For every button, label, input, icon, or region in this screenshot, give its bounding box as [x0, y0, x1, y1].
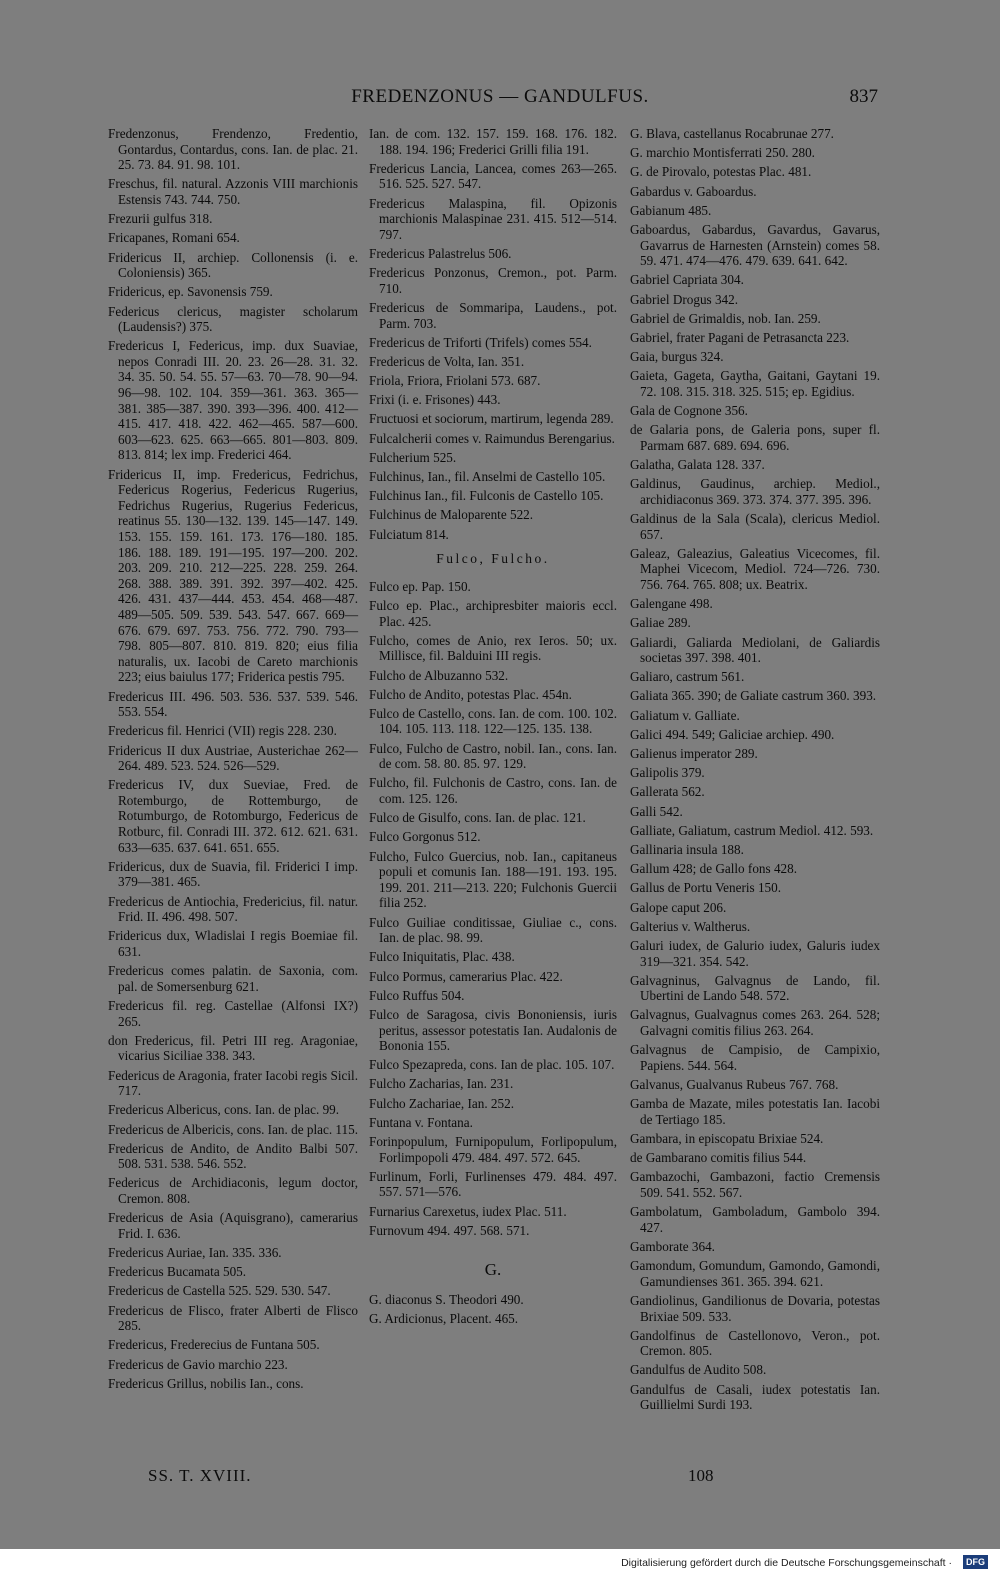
- index-entry: Furlinum, Forli, Furlinenses 479. 484. 497. 557. 571—576.: [369, 1168, 617, 1200]
- index-entry: Gambara, in episcopatu Brixiae 524.: [630, 1131, 824, 1146]
- index-entry: Fulco de Saragosa, civis Bononiensis, iuris peritus, assessor potestatis Ian. Audalonis de Bononia 155.: [369, 1006, 617, 1054]
- index-entry: Federicus clericus, magister scholarum (Laudensis?) 375.: [108, 303, 358, 335]
- index-entry: Fredericus Palastrelus 506.: [369, 245, 512, 261]
- index-entry: Fulco Spezapreda, cons. Ian de plac. 105. 107.: [369, 1057, 615, 1073]
- index-entry: Fredericus Malaspina, fil. Opizonis marchionis Malaspinae 231. 415. 512—514. 797.: [369, 195, 617, 242]
- index-entry: Ian. de com. 132. 157. 159. 168. 176. 182. 188. 194. 196; Frederici Grilli filia 191.: [369, 126, 617, 157]
- index-entry: Fulcho de Albuzanno 532.: [369, 667, 509, 683]
- index-entry: Gabardus v. Gaboardus.: [630, 183, 757, 199]
- index-entry: Fulcho de Andito, potestas Plac. 454n.: [369, 686, 572, 702]
- index-entry: Fulcherium 525.: [369, 449, 457, 465]
- index-entry: Fridericus, ep. Savonensis 759.: [108, 284, 273, 300]
- index-entry: Gaieta, Gageta, Gaytha, Gaitani, Gaytani 19. 72. 108. 315. 318. 325. 515; ep. Egidius.: [630, 368, 880, 399]
- index-entry: Fredericus IV, dux Sueviae, Fred. de Rotemburgo, de Rottemburgo, de Rotumburgo, de Rotomburgo, Federicus de Rotburc, fil. Conradi III. 372. 612. 621. 631. 633—635. 637. 641. 651. 655.: [108, 777, 358, 855]
- index-entry: Galdinus de la Sala (Scala), clericus Mediol. 657.: [630, 510, 880, 542]
- index-entry: Fredericus de Flisco, frater Alberti de Flisco 285.: [108, 1302, 358, 1334]
- index-entry: Fredericus, Frederecius de Funtana 505.: [108, 1337, 320, 1353]
- index-entry: Fridericus II, imp. Fredericus, Fedrichus, Federicus Rogerius, Federicus Rugerius, Fedrichus Rugerius, Rugerius Federicus, reatinus 55. 130—132. 139. 145—147. 149. 153. 155. 159. 161. 173. 176—180. 185. 186. 188. 189. 191—195. 197—200. 202. 203. 209. 210. 212—225. 228. 259. 264. 268. 388. 389. 391. 392. 397—402. 425. 426. 431. 437—444. 453. 454. 468—487. 489—505. 509. 539. 543. 547. 667. 669—676. 679. 697. 753. 756. 772. 790. 793—798. 805—807. 810. 819. 820; eius filia naturalis, ux. Iacobi de Careto marchionis 223; eius baiulus 177; Friderica pestis 795.: [108, 466, 358, 685]
- index-entry: Fulcho, comes de Anio, rex Ieros. 50; ux. Millisce, fil. Balduini III regis.: [369, 632, 617, 664]
- index-entry: Fulcho, Fulco Guercius, nob. Ian., capitaneus populi et comunis Ian. 188—191. 193. 195. 199. 201. 211—213. 220; Fulchonis Guercii filia 252.: [369, 848, 617, 911]
- index-entry: Galienus imperator 289.: [630, 746, 758, 762]
- index-entry: Fredericus Grillus, nobilis Ian., cons.: [108, 1375, 304, 1391]
- index-entry: G. Blava, castellanus Rocabrunae 277.: [630, 126, 834, 141]
- index-entry: Fulcho Zachariae, Ian. 252.: [369, 1095, 515, 1111]
- index-entry: Fulcalcherii comes v. Raimundus Berengarius.: [369, 430, 615, 446]
- index-entry: Galatha, Galata 128. 337.: [630, 457, 765, 472]
- index-entry: Galipolis 379.: [630, 765, 705, 781]
- section-subheading: Fulco, Fulcho.: [436, 551, 550, 567]
- index-entry: Fulco ep. Plac., archipresbiter maioris eccl. Plac. 425.: [369, 597, 617, 629]
- index-entry: Gamborate 364.: [630, 1238, 715, 1254]
- index-entry: Galvagninus, Galvagnus de Lando, fil. Ubertini de Lando 548. 572.: [630, 972, 880, 1004]
- index-entry: Galiardi, Galiarda Mediolani, de Galiardis societas 397. 398. 401.: [630, 634, 880, 666]
- index-entry: Fredericus de Castella 525. 529. 530. 547.: [108, 1283, 331, 1299]
- digitization-credit-bar: [0, 1549, 1000, 1576]
- index-entry: Gambolatum, Gamboladum, Gambolo 394. 427.: [630, 1204, 880, 1235]
- index-entry: Fredericus fil. Henrici (VII) regis 228. 230.: [108, 723, 337, 739]
- index-entry: Federicus de Archidiaconis, legum doctor, Cremon. 808.: [108, 1175, 358, 1207]
- index-entry: Galuri iudex, de Galurio iudex, Galuris iudex 319—321. 354. 542.: [630, 937, 880, 969]
- index-entry: Gabriel Drogus 342.: [630, 291, 739, 307]
- index-entry: Gandulfus de Casali, iudex potestatis Ian. Guillielmi Surdi 193.: [630, 1381, 880, 1413]
- index-entry: Fulco Guiliae conditissae, Giuliae c., cons. Ian. de plac. 98. 99.: [369, 914, 617, 946]
- index-column-right: [630, 126, 880, 1416]
- index-entry: Fredericus de Antiochia, Fredericius, fil. natur. Frid. II. 496. 498. 507.: [108, 893, 358, 925]
- index-entry: Friola, Friora, Friolani 573. 687.: [369, 373, 541, 389]
- index-entry: Gala de Cognone 356.: [630, 403, 748, 419]
- index-entry: G. de Pirovalo, potestas Plac. 481.: [630, 164, 812, 180]
- index-entry: Fulco Gorgonus 512.: [369, 829, 481, 845]
- dfg-credit-text: Digitalisierung gefördert durch die Deutsche Forschungsgemeinschaft ·: [621, 1557, 952, 1569]
- index-entry: don Fredericus, fil. Petri III reg. Aragoniae, vicarius Siciliae 338. 343.: [108, 1032, 358, 1064]
- index-entry: Galiata 365. 390; de Galiate castrum 360. 393.: [630, 688, 877, 704]
- index-entry: Galvanus, Gualvanus Rubeus 767. 768.: [630, 1077, 839, 1093]
- index-entry: Fulco Ruffus 504.: [369, 987, 465, 1003]
- index-entry: Fulco Pormus, camerarius Plac. 422.: [369, 968, 563, 984]
- index-entry: Fredericus de Gavio marchio 223.: [108, 1356, 288, 1372]
- index-entry: Frezurii gulfus 318.: [108, 211, 213, 227]
- index-entry: Gallum 428; de Gallo fons 428.: [630, 861, 798, 877]
- index-entry: Galiatum v. Galliate.: [630, 707, 740, 723]
- index-entry: Furnovum 494. 497. 568. 571.: [369, 1222, 530, 1238]
- index-entry: Gaia, burgus 324.: [630, 349, 724, 365]
- index-entry: G. marchio Montisferrati 250. 280.: [630, 145, 815, 161]
- index-entry: Fulco Iniquitatis, Plac. 438.: [369, 949, 515, 965]
- index-entry: Fredericus de Sommaripa, Laudens., pot. Parm. 703.: [369, 299, 617, 331]
- index-entry: de Gambarano comitis filius 544.: [630, 1150, 807, 1166]
- index-entry: Fredenzonus, Frendenzo, Fredentio, Gontardus, Contardus, cons. Ian. de plac. 21. 25. 73. 84. 91. 98. 101.: [108, 126, 358, 173]
- index-entry: Gallus de Portu Veneris 150.: [630, 880, 782, 896]
- index-entry: Fulchinus Ian., fil. Fulconis de Castello 105.: [369, 488, 604, 504]
- index-entry: Gambazochi, Gambazoni, factio Cremensis 509. 541. 552. 567.: [630, 1169, 880, 1200]
- index-entry: Freschus, fil. natural. Azzonis VIII marchionis Estensis 743. 744. 750.: [108, 176, 358, 207]
- index-entry: Fredericus de Andito, de Andito Balbi 507. 508. 531. 538. 546. 552.: [108, 1140, 358, 1172]
- index-entry: Gallinaria insula 188.: [630, 841, 744, 857]
- index-entry: Federicus de Aragonia, frater Iacobi regis Sicil. 717.: [108, 1067, 358, 1099]
- index-entry: Galici 494. 549; Galiciae archiep. 490.: [630, 726, 835, 742]
- index-entry: Gabriel Capriata 304.: [630, 272, 744, 288]
- index-entry: de Galaria pons, de Galeria pons, super fl. Parmam 687. 689. 694. 696.: [630, 422, 880, 453]
- volume-signature: SS. T. XVIII.: [148, 1466, 252, 1485]
- index-entry: Forinpopulum, Furnipopulum, Forlipopulum, Forlimpopoli 479. 484. 497. 572. 645.: [369, 1134, 617, 1165]
- index-entry: Fricapanes, Romani 654.: [108, 230, 240, 246]
- index-entry: Gandolfinus de Castellonovo, Veron., pot. Cremon. 805.: [630, 1327, 880, 1359]
- index-entry: Fulco ep. Pap. 150.: [369, 578, 471, 594]
- index-entry: Fredericus de Volta, Ian. 351.: [369, 353, 525, 369]
- index-entry: Gamba de Mazate, miles potestatis Ian. Iacobi de Tertiago 185.: [630, 1096, 880, 1127]
- index-entry: Fulco de Castello, cons. Ian. de com. 100. 102. 104. 105. 113. 118. 122—125. 135. 138.: [369, 705, 617, 737]
- letter-heading: G.: [484, 1260, 502, 1280]
- index-entry: Gandulfus de Audito 508.: [630, 1362, 767, 1378]
- index-column-middle: [369, 126, 617, 1330]
- index-entry: Galiae 289.: [630, 615, 691, 631]
- index-entry: Fredericus Albericus, cons. Ian. de plac. 99.: [108, 1102, 340, 1118]
- index-entry: Galeaz, Galeazius, Galeatius Vicecomes, fil. Maphei Vicecom, Mediol. 724—726. 730. 756. 764. 765. 808; ux. Beatrix.: [630, 545, 880, 592]
- index-entry: Galvagnus de Campisio, de Campixio, Papiens. 544. 564.: [630, 1042, 880, 1073]
- index-entry: Fulcho Zacharias, Ian. 231.: [369, 1076, 514, 1092]
- index-entry: Galli 542.: [630, 803, 683, 819]
- index-entry: Fredericus Lancia, Lancea, comes 263—265. 516. 525. 527. 547.: [369, 160, 617, 192]
- index-entry: Fridericus dux, Wladislai I regis Boemiae fil. 631.: [108, 928, 358, 959]
- index-entry: Fredericus Auriae, Ian. 335. 336.: [108, 1245, 282, 1261]
- index-entry: Fridericus II, archiep. Collonensis (i. e. Coloniensis) 365.: [108, 249, 358, 281]
- index-entry: Fredericus fil. reg. Castellae (Alfonsi IX?) 265.: [108, 997, 358, 1029]
- index-entry: Fredericus I, Federicus, imp. dux Suaviae, nepos Conradi III. 20. 23. 26—28. 31. 32. 34. 35. 50. 54. 55. 57—63. 70—78. 90—94. 96—98. 102. 104. 359—361. 363. 365—381. 385—387. 390. 393—396. 400. 412—415. 417. 418. 422. 462—465. 587—600. 603—623. 625. 663—665. 801—803. 809. 813. 814; lex imp. Frederici 464.: [108, 338, 358, 463]
- index-entry: Fulco, Fulcho de Castro, nobil. Ian., cons. Ian. de com. 58. 80. 85. 97. 129.: [369, 740, 617, 772]
- index-entry: Gabriel de Grimaldis, nob. Ian. 259.: [630, 310, 821, 326]
- index-entry: Fulchinus, Ian., fil. Anselmi de Castello 105.: [369, 469, 606, 484]
- index-entry: Fredericus III. 496. 503. 536. 537. 539. 546. 553. 554.: [108, 688, 358, 720]
- index-entry: Galope caput 206.: [630, 899, 727, 915]
- index-entry: Fredericus comes palatin. de Saxonia, com. pal. de Somersenburg 621.: [108, 963, 358, 994]
- index-entry: Galterius v. Waltherus.: [630, 918, 751, 934]
- index-entry: Fredericus de Asia (Aquisgrano), camerarius Frid. I. 636.: [108, 1210, 358, 1241]
- index-column-left: [108, 126, 358, 1395]
- index-entry: G. Ardicionus, Placent. 465.: [369, 1311, 519, 1327]
- index-entry: Galiaro, castrum 561.: [630, 669, 745, 685]
- index-entry: Galdinus, Gaudinus, archiep. Mediol., archidiaconus 369. 373. 374. 377. 395. 396.: [630, 476, 880, 507]
- index-entry: Gallerata 562.: [630, 784, 705, 800]
- index-entry: Fridericus, dux de Suavia, fil. Friderici I imp. 379—381. 465.: [108, 858, 358, 890]
- index-entry: Fridericus II dux Austriae, Austerichae 262—264. 489. 523. 524. 526—529.: [108, 742, 358, 774]
- index-entry: Fulchinus de Maloparente 522.: [369, 507, 534, 523]
- index-entry: Galvagnus, Gualvagnus comes 263. 264. 528; Galvagni comitis filius 263. 264.: [630, 1007, 880, 1039]
- index-entry: Gabriel, frater Pagani de Petrasancta 223.: [630, 329, 850, 345]
- index-entry: Fulciatum 814.: [369, 526, 449, 542]
- index-entry: Fredericus Bucamata 505.: [108, 1264, 247, 1280]
- index-entry: Gaboardus, Gabardus, Gavardus, Gavarus, Gavarrus de Harnesten (Arnstein) comes 58. 59. 471. 474—476. 479. 639. 641. 642.: [630, 221, 880, 269]
- dfg-logo-icon: DFG: [963, 1555, 988, 1569]
- index-entry: Furnarius Carexetus, iudex Plac. 511.: [369, 1203, 567, 1219]
- index-entry: Fulcho, fil. Fulchonis de Castro, cons. Ian. de com. 125. 126.: [369, 775, 617, 807]
- index-entry: Fredericus Ponzonus, Cremon., pot. Parm. 710.: [369, 265, 617, 296]
- index-entry: Gandiolinus, Gandilionus de Dovaria, potestas Brixiae 509. 533.: [630, 1292, 880, 1324]
- index-entry: Gabianum 485.: [630, 202, 712, 218]
- index-entry: Fredericus de Albericis, cons. Ian. de plac. 115.: [108, 1121, 358, 1137]
- page-title: FREDENZONUS — GANDULFUS.: [351, 86, 649, 107]
- index-entry: Funtana v. Fontana.: [369, 1114, 473, 1130]
- index-entry: Galliate, Galiatum, castrum Mediol. 412. 593.: [630, 822, 874, 838]
- index-entry: G. diaconus S. Theodori 490.: [369, 1291, 524, 1307]
- index-entry: Fructuosi et sociorum, martirum, legenda 289.: [369, 411, 614, 427]
- index-entry: Fredericus de Triforti (Trifels) comes 554.: [369, 334, 592, 350]
- index-entry: Gamondum, Gomundum, Gamondo, Gamondi, Gamundienses 361. 365. 394. 621.: [630, 1258, 880, 1289]
- index-entry: Fulco de Gisulfo, cons. Ian. de plac. 121.: [369, 810, 586, 826]
- index-entry: Frixi (i. e. Frisones) 443.: [369, 392, 501, 408]
- page-number: 837: [849, 86, 878, 107]
- sheet-signature: 108: [688, 1466, 714, 1485]
- index-entry: Galengane 498.: [630, 596, 713, 612]
